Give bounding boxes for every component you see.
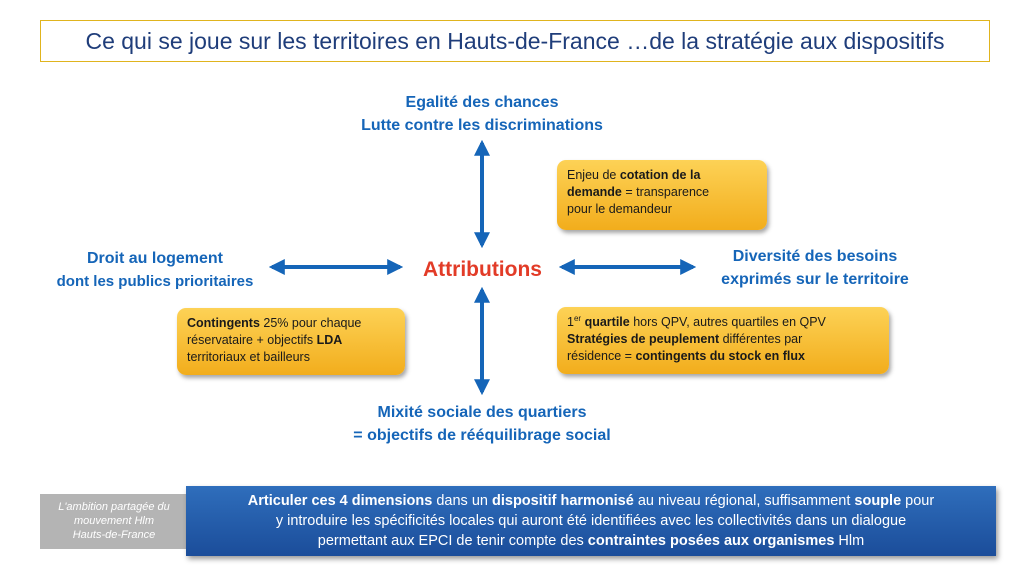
axis-left-line1: Droit au logement: [86, 250, 223, 267]
box-quartile-peuplement: [557, 307, 889, 374]
quartile-bold: quartile: [584, 315, 630, 329]
quartile-text-2: différentes par: [719, 332, 803, 346]
quartile-text-3: résidence =: [567, 349, 636, 363]
contingents-text-3: territoriaux et bailleurs: [187, 350, 310, 364]
axis-top-line2: Lutte contre les discriminations: [361, 117, 603, 134]
contingents-text-2: réservataire + objectifs: [187, 333, 317, 347]
conclusion-bold-1: Articuler ces 4 dimensions: [247, 493, 433, 509]
ambition-badge: [40, 494, 188, 549]
axis-left-line2: dont les publics prioritaires: [56, 273, 254, 290]
cotation-text: Enjeu de: [567, 168, 620, 182]
quartile-text: hors QPV, autres quartiles en QPV: [629, 315, 826, 329]
axis-bottom-line2: = objectifs de rééquilibrage social: [353, 427, 611, 444]
conclusion-bold-4: contraintes posées aux organismes: [587, 533, 835, 549]
contingents-text: 25% pour chaque: [259, 316, 362, 330]
axis-label-bottom: [302, 401, 662, 447]
cotation-text-3: pour le demandeur: [567, 202, 672, 216]
quartile-sup: er: [573, 313, 582, 323]
cotation-bold-2: demande: [567, 185, 622, 199]
page-title-text: Ce qui se joue sur les territoires en Hauts-de-France …de la stratégie aux dispositifs: [85, 27, 945, 54]
conclusion-bold-2: dispositif harmonisé: [492, 493, 634, 509]
conclusion-text-1: dans un: [432, 493, 492, 509]
ambition-line1: L'ambition partagée du: [58, 501, 170, 513]
center-label-attributions: Attributions: [423, 258, 542, 281]
ambition-line3: Hauts-de-France: [72, 529, 156, 541]
quartile-bold-3: contingents du stock en flux: [635, 349, 805, 363]
conclusion-text-5: Hlm: [834, 533, 865, 549]
axis-label-top: [312, 91, 652, 137]
quartile-number: 1: [567, 315, 574, 329]
conclusion-banner: [186, 486, 996, 556]
cotation-text-2: = transparence: [621, 185, 710, 199]
conclusion-bold-3: souple: [854, 493, 902, 509]
quartile-bold-2: Stratégies de peuplement: [567, 332, 720, 346]
box-cotation-demande: [557, 160, 767, 230]
contingents-bold: Contingents: [187, 316, 260, 330]
ambition-line2: mouvement Hlm: [73, 515, 155, 527]
cotation-bold: cotation de la: [619, 168, 701, 182]
box-contingents: [177, 308, 405, 375]
contingents-bold-lda: LDA: [316, 333, 343, 347]
conclusion-text-4: permettant aux EPCI de tenir compte des: [317, 533, 588, 549]
axis-label-left: [40, 247, 270, 293]
conclusion-text-3: pour: [901, 493, 935, 509]
axis-right-line1: Diversité des besoins: [732, 248, 898, 265]
axis-right-line2: exprimés sur le territoire: [721, 271, 909, 288]
conclusion-text-2: au niveau régional, suffisamment: [633, 493, 855, 509]
axis-label-right: [695, 245, 935, 291]
conclusion-line2: y introduire les spécificités locales qui auront été identifiées avec les collectivités dans un dialogue: [275, 513, 907, 529]
axis-bottom-line1: Mixité sociale des quartiers: [377, 404, 587, 421]
axis-top-line1: Egalité des chances: [405, 94, 559, 111]
